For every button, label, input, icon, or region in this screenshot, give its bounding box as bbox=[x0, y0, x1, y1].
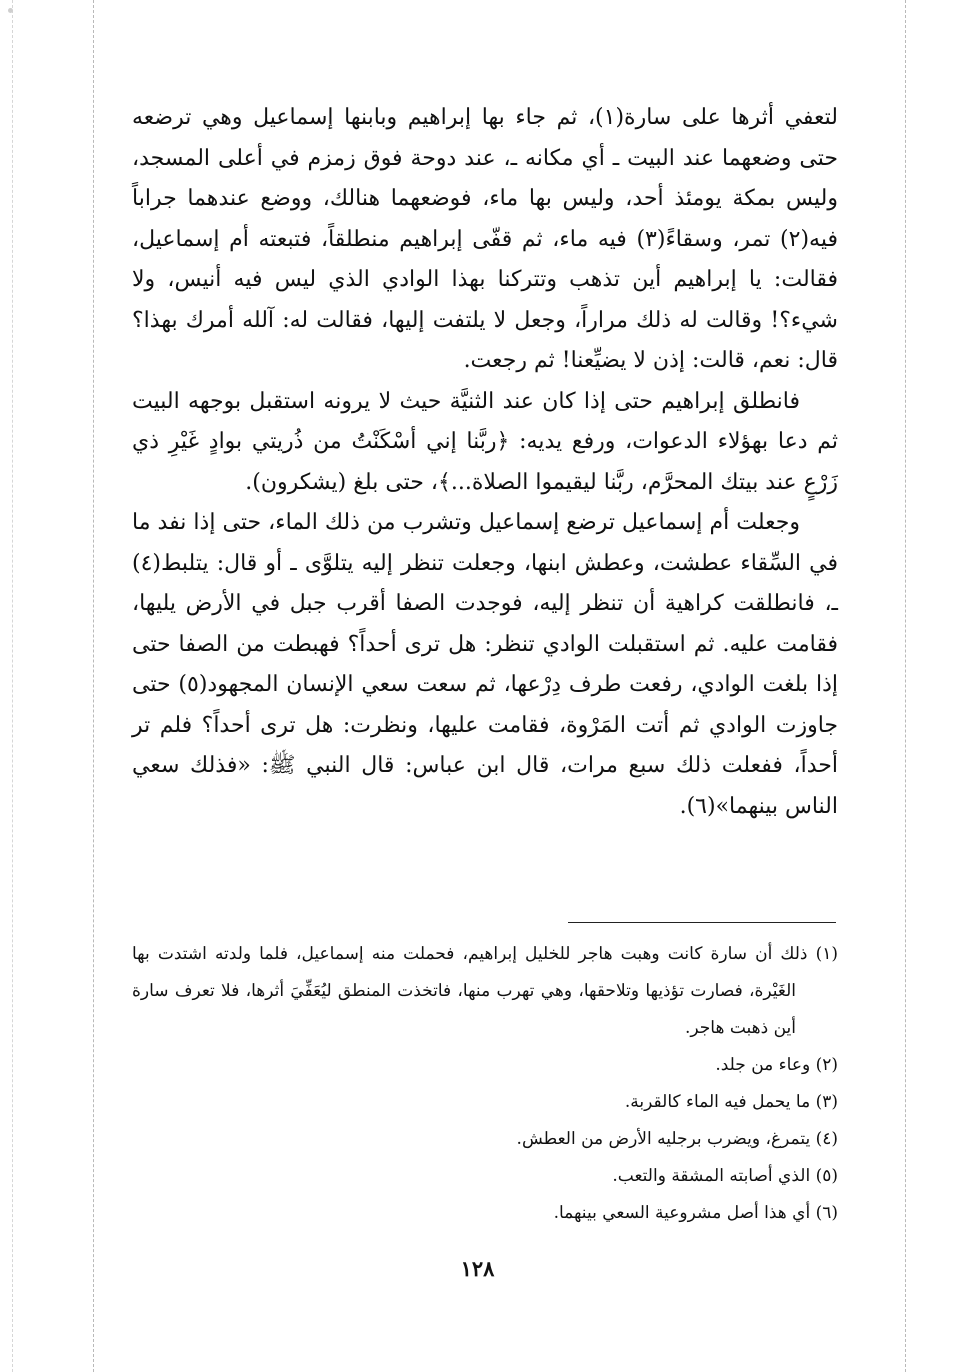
footnote-2: (٢) وعاء من جلد. bbox=[715, 1055, 838, 1075]
page-number: ١٢٨ bbox=[460, 1256, 495, 1281]
footnotes bbox=[132, 936, 838, 1232]
scan-guide-right bbox=[905, 0, 906, 1372]
scan-corner-mark bbox=[8, 8, 13, 13]
footnote-6: (٦) أي هذا أصل مشروعية السعي بينهما. bbox=[553, 1203, 838, 1223]
footnote-1: (١) ذلك أن سارة كانت وهبت هاجر للخليل إبراهيم، فحملت منه إسماعيل، فلما ولدته اشتدت بها الغَيْرة، فصارت تؤذيها وتلاحقها، وهي تهرب منها، فاتخذت المنطق ليُعَفِّيَ أثرها، فلا تعرف سارة أين ذهبت هاجر. bbox=[132, 944, 838, 1038]
footnote-4: (٤) يتمرغ، ويضرب برجليه الأرض من العطش. bbox=[516, 1129, 838, 1149]
footnote-5: (٥) الذي أصابته المشقة والتعب. bbox=[612, 1166, 838, 1186]
paragraph-2: فانطلق إبراهيم حتى إذا كان عند الثنيَّة حيث لا يرونه استقبل بوجهه البيت ثم دعا بهؤلاء الدعوات، ورفع يديه: ﴿ربَّنا إني أسْكَنْتُ من ذُريتي بوادٍ غَيْرِ ذي زَرْعٍ عند بيتك المحرَّم، ربَّنا ليقيموا الصلاة...﴾، حتى بلغ (يشكرون). bbox=[132, 388, 838, 495]
main-text bbox=[132, 98, 838, 827]
scan-guide-left bbox=[93, 0, 94, 1372]
paragraph-1: لتعفي أثرها على سارة(١)، ثم جاء بها إبراهيم وبابنها إسماعيل وهي ترضعه حتى وضعهما عند البيت ـ أي مكانه ـ، عند دوحة فوق زمزم في أعلى المسجد، وليس بمكة يومئذ أحد، وليس بها ماء، فوضعهما هنالك، ووضع عندهما جراباً فيه(٢) تمر، وسقاءً(٣) فيه ماء، ثم قفّى إبراهيم منطلقاً، فتبعته أم إسماعيل، فقالت: يا إبراهيم أين تذهب وتتركنا بهذا الوادي الذي ليس فيه أنيس، ولا شيء؟! وقالت له ذلك مراراً، وجعل لا يلتفت إليها، فقالت له: آلله أمرك بهذا؟ قال: نعم، قالت: إذن لا يضيِّعنا! ثم رجعت. bbox=[132, 105, 838, 373]
footnote-3: (٣) ما يحمل فيه الماء كالقربة. bbox=[624, 1092, 838, 1112]
paragraph-3: وجعلت أم إسماعيل ترضع إسماعيل وتشرب من ذلك الماء، حتى إذا نفد ما في السِّقاء عطشت، وعطش ابنها، وجعلت تنظر إليه يتلوَّى ـ أو قال: يتلبط(٤) ـ، فانطلقت كراهية أن تنظر إليه، فوجدت الصفا أقرب جبل في الأرض يليها، فقامت عليه. ثم استقبلت الوادي تنظر: هل ترى أحداً؟ فهبطت من الصفا حتى إذا بلغت الوادي، رفعت طرف دِرْعها، ثم سعت سعي الإنسان المجهود(٥) حتى جاوزت الوادي ثم أتت المَرْوة، فقامت عليها، ونظرت: هل ترى أحداً؟ فلم تر أحداً، ففعلت ذلك سبع مرات، قال ابن عباس: قال النبي ﷺ: «فذلك سعي الناس بينهما»(٦). bbox=[132, 510, 838, 819]
footnote-separator bbox=[568, 922, 836, 923]
scan-guide-far-left bbox=[12, 0, 13, 1372]
